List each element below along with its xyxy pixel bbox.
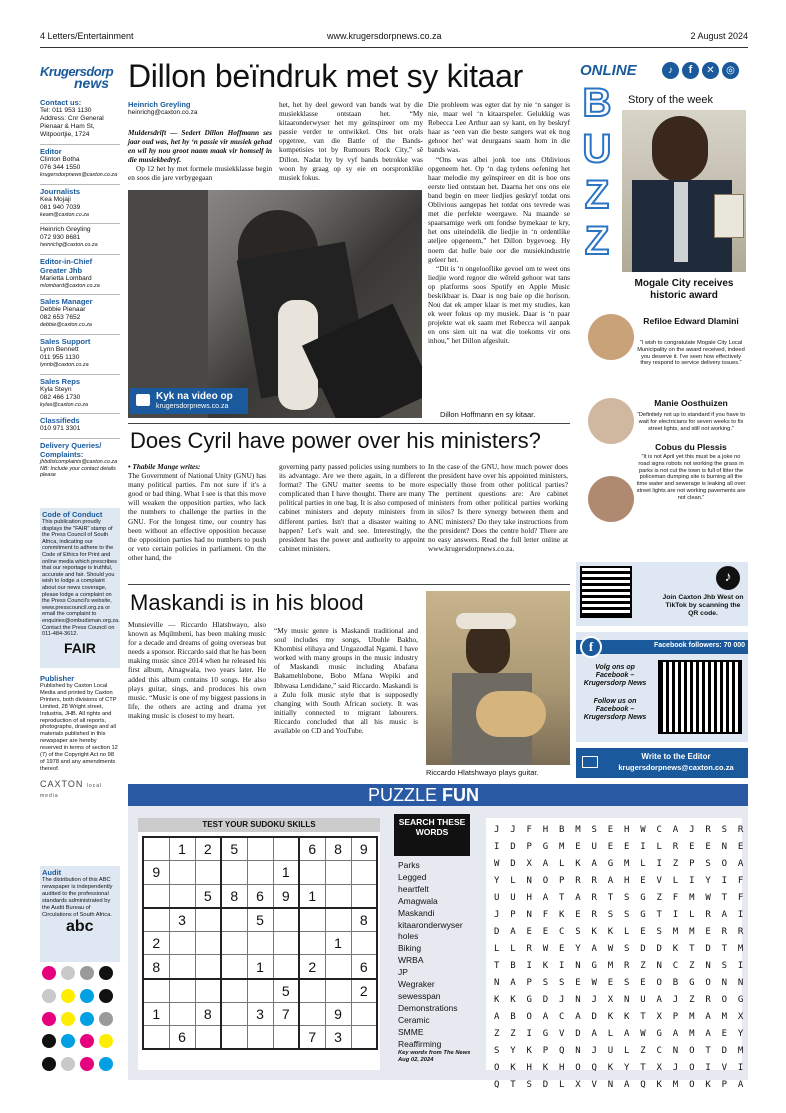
sudoku-cell[interactable]: [299, 1002, 325, 1026]
sudoku-cell[interactable]: 3: [169, 908, 195, 932]
instagram-icon[interactable]: ◎: [722, 62, 739, 79]
sudoku-cell[interactable]: 7: [299, 1026, 325, 1050]
color-swatch: [61, 1012, 75, 1026]
sudoku-cell[interactable]: [325, 955, 351, 979]
sudoku-cell[interactable]: [247, 979, 273, 1003]
sidebar-heading: Journalists: [40, 186, 81, 196]
wordsearch-word: Parks: [398, 860, 420, 870]
comment-author: Refiloe Edward Dlamini: [643, 316, 739, 326]
sudoku-cell[interactable]: 8: [221, 884, 247, 908]
sudoku-cell[interactable]: 6: [169, 1026, 195, 1050]
article1-col3: Die probleem was egter dat hy nie ‘n sanger is nie, maar wel ‘n kitaarspeler. Gelukkig was Rebecca Lee Arthur aan sy kant, en hy beskryf haar as ‘een van die beste sangers wat ek nog gehoor het’ wat deurgaans saam hom in die bands was. “Ons was albei jonk toe ons Oblivious opgeneem het. Op ‘n dag tydens oefening het haar melodie my geïnspireer en dit is hoe ons eerste lied ontstaan het. Daarna het ons ons eie band begin en meer liedjies geskryf totdat ons Oblivious aangepas het totdat ons tevrede was met die perfekte weergawe. Na maande se spaarsamige werk om fondse bymekaar te kry, het ons uiteindelik die liedjie in ‘n ordentlike ateljee opgeneem,” het Dillon bygevoeg. Hy noem dat hulle baie oor die musiekindustrie geleer het. “Dit is ‘n ongelooflike gevoel om te weet ons liedjie word regoor die wêreld gehoor wat tans op platforms soos Spotify en Apple Music beskikbaar is. Daar is nog baie op die horison. Nou dat ek amper klaar is met my studies, kan ek weer fokus op my musiek. Daar is ‘n paar projekte wat ek saam met Rebecca wil aanpak en ons sien uit na wat die toekoms vir ons inhou,” het Dillon afgesluit.: [428, 100, 570, 346]
masthead-sub: news: [74, 75, 110, 91]
facebook-follow-en: Follow us on Facebook – Krugersdorp News: [583, 698, 647, 721]
sidebar-heading: Sales Manager: [40, 297, 93, 307]
audit-heading: Audit: [42, 868, 62, 877]
sidebar-line: Debbie Pienaar: [40, 306, 86, 314]
comment-author: Cobus du Plessis: [655, 442, 727, 452]
publisher-heading: Publisher: [40, 674, 75, 683]
sidebar-contact-block: [40, 438, 120, 479]
wordsearch-word: SMME: [398, 1026, 424, 1037]
article1-headline: Dillon beïndruk met sy kitaar: [128, 58, 524, 94]
facebook-box: [576, 632, 748, 742]
sudoku-cell[interactable]: [143, 979, 169, 1003]
wordsearch-word: Wegraker: [398, 979, 435, 990]
wordsearch-row: Y L N O P R R A H E V L I Y I F: [494, 876, 744, 886]
color-swatch: [99, 1012, 113, 1026]
color-swatch: [80, 1057, 94, 1071]
sudoku-cell[interactable]: 1: [273, 861, 299, 885]
sudoku-cell[interactable]: [299, 908, 325, 932]
masthead-logo: [40, 64, 120, 96]
sidebar-heading: Classifieds: [40, 416, 80, 426]
sidebar-contact-block: [40, 413, 120, 433]
comment-text: “I wish to congratulate Mogale City Local Municipality on the award received, indeed you deserve it. I've seen how effectively they respond to service delivery issues.”: [637, 340, 745, 367]
sudoku-cell[interactable]: [169, 979, 195, 1003]
sudoku-cell[interactable]: 6: [247, 884, 273, 908]
sudoku-cell[interactable]: [195, 955, 221, 979]
color-swatch: [42, 1034, 56, 1048]
sudoku-cell[interactable]: 1: [143, 1002, 169, 1026]
sudoku-panel: [138, 818, 380, 1070]
color-swatch: [61, 1034, 75, 1048]
sudoku-cell[interactable]: [325, 861, 351, 885]
article3-caption: Riccardo Hlatshwayo plays guitar.: [426, 768, 539, 777]
sidebar-contact-block: [40, 184, 120, 219]
sidebar-line: 011 955 1130: [40, 353, 80, 361]
sidebar-line: Address: Cnr General Pienaar & Ham St, Witpoortjie, 1724: [40, 115, 104, 138]
sidebar-line: Marietta Lombard: [40, 274, 92, 282]
sidebar-email[interactable]: lynnb@caxton.co.za: [40, 361, 89, 368]
sudoku-cell[interactable]: 2: [143, 931, 169, 955]
sudoku-cell[interactable]: 8: [195, 1002, 221, 1026]
dillon-photo: [128, 190, 422, 418]
sidebar-line: 072 930 8681: [40, 234, 81, 242]
divider: [128, 423, 570, 424]
x-icon[interactable]: ✕: [702, 62, 719, 79]
color-swatch: [42, 1012, 56, 1026]
sidebar-heading: Editor: [40, 147, 62, 156]
sudoku-cell[interactable]: [143, 1026, 169, 1050]
sudoku-cell[interactable]: 1: [247, 955, 273, 979]
color-swatch: [99, 966, 113, 980]
sidebar-contact-block: [40, 254, 120, 290]
sudoku-cell[interactable]: 2: [351, 979, 377, 1003]
sudoku-cell[interactable]: [143, 837, 169, 861]
comment-text: “Definitely not up to standard if you have to wait for electricians for seven weeks to fix street lights, and still not working.”: [636, 412, 746, 432]
sudoku-cell[interactable]: [247, 861, 273, 885]
audit-text: The distribution of this ABC newspaper is independently audited to the professional standards administrated by the Audit Bureau of Circulations of South Africa.: [42, 877, 113, 918]
story-photo: [622, 110, 746, 272]
sudoku-cell[interactable]: [221, 908, 247, 932]
color-swatch: [80, 1034, 94, 1048]
sidebar-contact-block: [40, 334, 120, 369]
wordsearch-row: Z Z I G V D A L A W G A M A E Y: [494, 1029, 744, 1039]
color-swatch: [80, 966, 94, 980]
puzzle-title: PUZZLE: [368, 785, 438, 805]
wordsearch-row: T B I K I N G M R Z N C Z N S I: [494, 961, 744, 971]
article2-col2: governing party passed policies using numbers to its advantage. Are we there again, in a different format? The GNU matter seems to be more complicated than I have thought. There are many political parties in one bag. It is also composed of cabinet ministers and deputy ministers from different parties. Isn't that a disaster waiting to happen? Let's wait and see. Interestingly, the president has the power and authority to appoint cabinet ministers.: [279, 462, 425, 553]
wordsearch-title: SEARCH THESE WORDS: [394, 814, 470, 856]
sudoku-cell[interactable]: [169, 861, 195, 885]
color-swatch: [99, 989, 113, 1003]
sudoku-cell[interactable]: [221, 931, 247, 955]
sudoku-cell[interactable]: [247, 931, 273, 955]
divider: [128, 584, 570, 585]
code-of-conduct-box: [40, 508, 120, 668]
manie-avatar: [588, 398, 634, 444]
wordsearch-word: Reaffirming: [398, 1038, 442, 1049]
comment-author: Manie Oosthuizen: [654, 398, 728, 408]
color-swatch: [99, 1034, 113, 1048]
sidebar-contact-block: [40, 223, 120, 249]
sudoku-cell[interactable]: [143, 884, 169, 908]
article1-col1: Muldersdrift — Sedert Dillon Hoffmann ses jaar oud was, het hy ‘n passie vir musiek gehad en wil hy nou groot naam maak vir homself in die musiekbedryf. Op 12 het hy met formele musiekklasse begin en soos die jare verbygegaan: [128, 128, 272, 183]
article1-col2: het, het hy deel geword van bands wat by die musiekklasse ontstaan het. “My kitaaronderwyser het my geïnspireer om my passie verder te ontwikkel. Ons het orals opgetree, van die Battle of the Bands-kompetisies tot by Rumours Rock City,” sê Dillon. Nadat hy by vyf bands betrokke was woon hy graag op sy eie en oorspronklike musiek fokus.: [279, 100, 423, 182]
audit-box: [40, 866, 120, 962]
sudoku-cell[interactable]: 8: [325, 837, 351, 861]
color-swatch: [61, 1057, 75, 1071]
wordsearch-word: Amagwala: [398, 895, 438, 906]
wordsearch-row: I D P G M E U E E I L R E E N E: [494, 842, 744, 852]
sudoku-cell[interactable]: 1: [325, 931, 351, 955]
tiktok-icon[interactable]: ♪: [716, 566, 740, 590]
sidebar-line: Lynn Bennett: [40, 345, 79, 353]
page-section: 4 Letters/Entertainment: [40, 31, 134, 41]
sudoku-cell[interactable]: [221, 955, 247, 979]
sudoku-cell[interactable]: 5: [221, 837, 247, 861]
wordsearch-row: J J F H B M S E H W C A J R S R: [494, 825, 744, 835]
sudoku-cell[interactable]: 3: [247, 1002, 273, 1026]
sidebar-contact-block: [40, 294, 120, 329]
cobus-avatar: [588, 476, 634, 522]
wordsearch-note: Key words from The News Aug 02, 2024: [398, 1050, 471, 1063]
wordsearch-word: holes: [398, 931, 419, 942]
sudoku-cell[interactable]: 2: [299, 955, 325, 979]
sidebar-line: 076 344 1550: [40, 164, 81, 171]
buzz-vertical-title: B U Z Z: [582, 81, 612, 263]
wordsearch-row: S Y K P Q N J U L Z C N O T D M: [494, 1046, 744, 1056]
sudoku-cell[interactable]: [247, 837, 273, 861]
article1-byline-email: heinrichg@caxton.co.za: [128, 109, 198, 116]
article2-col1: • Thabile Mange writes: The Government of National Unity (GNU) has many political parties. I'm not sure if it's a good or bad thing. What I see is that this move will weaken the opposition parties, who lack the numbers to challenge the parties in the GNU. For the longest time, our country has been without an effective opposition because the opposition parties had no numbers to push or veto certain policies in parliament. On the other hand, the: [128, 462, 266, 562]
sudoku-cell[interactable]: [273, 955, 299, 979]
publisher-text: Published by Caxton Local Media and printed by Caxton Printers, both divisions of CTP Limited, 28 Wright street, Industria, JHB. All rights and reproduction of all reports, photographs, drawings and all materials published in this newspaper are hereby reserved in terms of section 12 (7) of the Copyright Act no 98 of 1978 and any amendments thereof.: [40, 683, 118, 772]
sidebar-email[interactable]: heinrichg@caxton.co.za: [40, 242, 98, 249]
sudoku-cell[interactable]: [221, 1026, 247, 1050]
sudoku-cell[interactable]: 9: [143, 861, 169, 885]
masthead-name: Krugersdorp: [40, 64, 114, 79]
header-rule: [40, 47, 748, 48]
puzzle-section: [128, 784, 748, 1090]
sudoku-cell[interactable]: [351, 1026, 377, 1050]
article2-col3: In the case of the GNU, how much power does the president have over his appointed ministers, especially those from other political parties? The pertinent questions are: Are cabinet ministers from other political parties working in silos? Is there synergy between them and ANC ministers? Do they take instructions from the president? Does the centre hold? There are no easy answers. Read the full letter online at www.krugersdorpnews.co.za.: [428, 462, 568, 553]
color-swatch: [99, 1057, 113, 1071]
issue-date: 2 August 2024: [690, 31, 748, 41]
sidebar-contact-block: [40, 374, 120, 409]
sudoku-cell[interactable]: 5: [247, 908, 273, 932]
sidebar-line: 082 653 7652: [40, 314, 81, 322]
sidebar-heading: Delivery Queries/ Complaints:: [40, 441, 102, 460]
wordsearch-row: K K G D J N J X N U A J Z R O G: [494, 995, 744, 1005]
sudoku-cell[interactable]: [273, 1026, 299, 1050]
color-swatch: [42, 989, 56, 1003]
sudoku-cell[interactable]: [299, 931, 325, 955]
article3-col1: Munsieville — Riccardo Hlatshwayo, also known as Mqilmbeni, has been making music for a decade and dreams of going overseas but needs a sponsor. Riccardo said that he has been making music since 2014 when he released his first album, Amagwala, two years later. He added this album contains 10 songs. He also plays guitar, sings, and produces his own music. “Music is one of my biggest passions in life, the others are acting and drama yet making music is closest to my heart.: [128, 620, 266, 720]
wordsearch-row: D A E E C S K K L E S M M E R R: [494, 927, 744, 937]
sidebar-heading: Contact us:: [40, 98, 82, 107]
refiloe-avatar: [588, 314, 634, 360]
sidebar-line: Kyla Steyn: [40, 385, 72, 393]
sudoku-cell[interactable]: 9: [325, 1002, 351, 1026]
sudoku-cell[interactable]: [273, 837, 299, 861]
wordsearch-word: JP: [398, 967, 408, 978]
sudoku-title: TEST YOUR SUDOKU SKILLS: [138, 818, 380, 832]
sidebar-email[interactable]: krugersdorpnews@caxton.co.za: [40, 172, 118, 178]
sudoku-cell[interactable]: 3: [325, 1026, 351, 1050]
color-swatch: [61, 989, 75, 1003]
fair-logo: FAIR: [64, 639, 96, 656]
wordsearch-row: U U H A T A R T S G Z F M W T F: [494, 893, 744, 903]
wordsearch-row: Q T S D L X V N A Q K M O K P A: [494, 1080, 744, 1090]
wordsearch-word: heartfelt: [398, 883, 429, 894]
sudoku-cell[interactable]: 1: [169, 837, 195, 861]
tiktok-qr-code[interactable]: [582, 568, 630, 616]
sudoku-cell[interactable]: [273, 908, 299, 932]
sudoku-cell[interactable]: [221, 979, 247, 1003]
sudoku-cell[interactable]: [169, 955, 195, 979]
sudoku-cell[interactable]: [325, 908, 351, 932]
article3-headline: Maskandi is in his blood: [130, 590, 364, 615]
sidebar-email[interactable]: jhbdistcomplaints@caxton.co.za NB: Include your contact details please: [40, 459, 118, 479]
sudoku-cell[interactable]: 8: [143, 955, 169, 979]
site-url[interactable]: www.krugersdorpnews.co.za: [327, 31, 442, 41]
facebook-icon[interactable]: f: [682, 62, 699, 79]
sudoku-cell[interactable]: [299, 979, 325, 1003]
wordsearch-word: Legged: [398, 871, 427, 882]
sudoku-cell[interactable]: 2: [195, 837, 221, 861]
sidebar-line: Heinrich Greyling: [40, 226, 91, 234]
video-camera-icon: [136, 394, 150, 406]
sudoku-cell[interactable]: [195, 1026, 221, 1050]
sudoku-cell[interactable]: 7: [273, 1002, 299, 1026]
sudoku-cell[interactable]: [143, 908, 169, 932]
article1-byline: Heinrich Greyling: [128, 100, 191, 109]
print-color-swatches: [42, 966, 118, 1076]
sudoku-cell[interactable]: [351, 861, 377, 885]
facebook-qr-code[interactable]: [660, 662, 740, 732]
wordsearch-word: Ceramic: [398, 1014, 430, 1025]
sudoku-cell[interactable]: [273, 931, 299, 955]
facebook-icon[interactable]: f: [580, 636, 602, 658]
sudoku-cell[interactable]: [221, 1002, 247, 1026]
wordsearch-row: W D X A L K A G M L I Z P S O A: [494, 859, 744, 869]
color-swatch: [80, 989, 94, 1003]
sudoku-cell[interactable]: [299, 861, 325, 885]
wordsearch-row: J P N F K E R S S G T I L R A I: [494, 910, 744, 920]
sudoku-cell[interactable]: [169, 884, 195, 908]
publisher-box: [40, 674, 120, 864]
facebook-follow-af: Volg ons op Facebook – Krugersdorp News: [583, 664, 647, 687]
sidebar-line: Tel: 011 953 1130: [40, 107, 92, 114]
sudoku-cell[interactable]: [221, 861, 247, 885]
story-title: Mogale City receives historic award: [634, 278, 734, 301]
sudoku-cell[interactable]: 6: [351, 955, 377, 979]
code-of-conduct-text: This publication proudly displays the "FAIR" stamp of the Press Council of South Africa, indicating our commitment to adhere to the Code of Ethics for Print and online media which prescribes that our reportage is truthful, accurate and fair. Should you wish to lodge a complaint about our news coverage, please lodge a complaint on the Press Council's website, www.presscouncil.org.za or email the complaint to enquiries@ombudsman.org.za. Contact the Press Council on 011-484-3612.: [42, 519, 120, 638]
sidebar-heading: Editor-in-Chief Greater Jhb: [40, 256, 93, 275]
sudoku-cell[interactable]: [325, 979, 351, 1003]
sudoku-cell[interactable]: 9: [351, 837, 377, 861]
wordsearch-word: Demonstrations: [398, 1002, 458, 1013]
sidebar-contact-block: [40, 96, 120, 139]
sudoku-cell[interactable]: 1: [299, 884, 325, 908]
sidebar-heading: Sales Reps: [40, 376, 81, 386]
color-swatch: [80, 1012, 94, 1026]
puzzle-title-bold: FUN: [442, 785, 480, 805]
wordsearch-word: WRBA: [398, 955, 424, 966]
sudoku-cell[interactable]: [195, 908, 221, 932]
online-buzz-panel: [576, 58, 748, 780]
wordsearch-words: [398, 860, 478, 1051]
abc-logo: abc: [66, 918, 94, 936]
sudoku-cell[interactable]: [247, 1026, 273, 1050]
facebook-followers: Facebook followers: 70 000: [654, 642, 746, 649]
watch-video-banner[interactable]: Kyk na video op krugersdorpnews.co.za: [130, 388, 248, 414]
wordsearch-row: O K H K H O Q K Y T X J O I V I: [494, 1063, 744, 1073]
tiktok-box: [576, 562, 748, 626]
riccardo-photo: [426, 591, 570, 765]
color-swatch: [61, 966, 75, 980]
color-swatch: [42, 1057, 56, 1071]
sidebar-contact-block: [40, 144, 120, 179]
sidebar-line: Clinton Botha: [40, 156, 80, 163]
sidebar-email[interactable]: mlombard@caxton.co.za: [40, 282, 100, 289]
tiktok-text: Join Caxton Jhb West on TikTok by scanning the QR code.: [662, 594, 744, 617]
sidebar-email[interactable]: kylas@caxton.co.za: [40, 401, 89, 408]
wordsearch-row: L L R W E Y A W S D D K T D T M: [494, 944, 744, 954]
wordsearch-row: N A P S S E W E S E O B G O N N: [494, 978, 744, 988]
sidebar-email[interactable]: debbie@caxton.co.za: [40, 322, 92, 329]
sudoku-cell[interactable]: 5: [273, 979, 299, 1003]
article3-col2: “My music genre is Maskandi traditional and soul includes my songs, Ubuhle Bakho, Khombisi elihaya and Ungazodlal Ngami. I have worked with many groups in the music industry of Maskandi music including Abafana Bakamehlobone, Bobo Mfana Wepiki and Ibhwasa Lendidane,” said Riccardo. Maskandi is a Zulu folk music style that is supposedly changing with South African society. It was initially connected to migrant labourers. Riccardo concluded that all his music is available on CD and YouTube.: [274, 626, 418, 736]
sudoku-cell[interactable]: 8: [351, 908, 377, 932]
page-header: [40, 31, 748, 45]
puzzle-header: [128, 784, 748, 806]
wordsearch-word: Maskandi: [398, 907, 435, 918]
sudoku-cell[interactable]: 9: [273, 884, 299, 908]
sudoku-cell[interactable]: [169, 931, 195, 955]
sudoku-grid[interactable]: [142, 836, 378, 1050]
contact-sidebar: [40, 96, 120, 508]
article1-caption: Dillon Hoffmann en sy kitaar.: [440, 410, 536, 419]
online-label: ONLINE: [580, 62, 637, 79]
sudoku-cell[interactable]: [195, 979, 221, 1003]
sudoku-cell[interactable]: 6: [299, 837, 325, 861]
write-to-editor-banner[interactable]: Write to the Editor krugersdorpnews@caxton.co.za: [576, 748, 748, 778]
code-of-conduct-heading: Code of Conduct: [42, 510, 103, 519]
sudoku-cell[interactable]: [195, 861, 221, 885]
sudoku-cell[interactable]: [169, 1002, 195, 1026]
caxton-logo: CAXTON local media: [40, 778, 103, 799]
comment-text: “It is not April yet this must be a joke no road signs robots not working the grass in parks is not cut the town is full of litter the policeman dumping site is burning all the time water and sewerage is leaking all over street lights are not working pavements are not clean.”: [636, 454, 746, 501]
sidebar-line: 081 940 7039: [40, 203, 81, 211]
tiktok-icon[interactable]: ♪: [662, 62, 679, 79]
sudoku-cell[interactable]: [351, 1002, 377, 1026]
story-of-week-label: Story of the week: [628, 94, 713, 106]
sudoku-cell[interactable]: [195, 931, 221, 955]
wordsearch-grid[interactable]: [486, 818, 744, 1090]
sudoku-cell[interactable]: [351, 931, 377, 955]
sidebar-line: 010 971 3301: [40, 425, 81, 433]
sudoku-cell[interactable]: 5: [195, 884, 221, 908]
sidebar-email[interactable]: keam@caxton.co.za: [40, 211, 89, 218]
envelope-icon: [582, 756, 598, 768]
sudoku-cell[interactable]: [325, 884, 351, 908]
sidebar-heading: Sales Support: [40, 336, 91, 346]
color-swatch: [42, 966, 56, 980]
wordsearch-word: Biking: [398, 943, 422, 954]
social-icons: [662, 62, 739, 79]
article2-headline: Does Cyril have power over his ministers?: [130, 428, 541, 453]
wordsearch-word: sewesspan: [398, 990, 441, 1001]
wordsearch-row: A B O A C A D K K T X P M A M X: [494, 1012, 744, 1022]
sidebar-line: 082 466 1730: [40, 393, 81, 401]
sudoku-cell[interactable]: [351, 884, 377, 908]
sidebar-line: Kea Mojaji: [40, 195, 71, 203]
wordsearch-word: kitaaronderwyser: [398, 919, 463, 930]
